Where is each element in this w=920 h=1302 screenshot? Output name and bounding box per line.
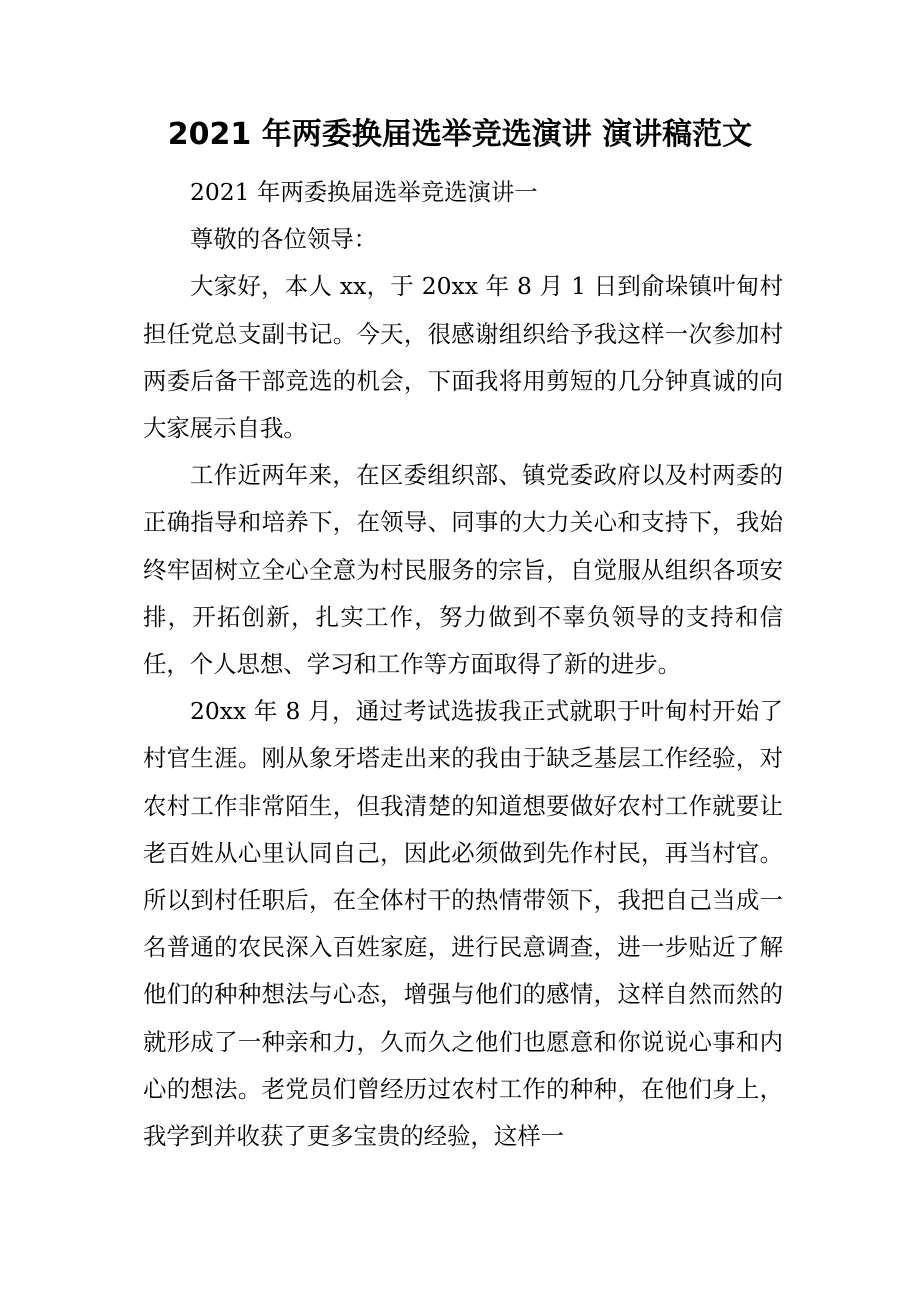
paragraph-subtitle: 2021 年两委换届选举竞选演讲一 — [190, 178, 538, 206]
paragraph-village-experience: 20xx 年 8 月，通过考试选拔我正式就职于叶甸村开始了村官生涯。刚从象牙塔走出来的我由于缺乏基层工作经验，对农村工作非常陌生，但我清楚的知道想要做好农村工作就要让老百姓从心里认同自己，因此必须做到先作村民，再当村官。所以到村任职后，在全体村干的热情带领下，我把自己当成一名普通的农民深入百姓家庭，进行民意调查，进一步贴近了解他们的种种想法与心态，增强与他们的感情，这样自然而然的就形成了一种亲和力，久而久之他们也愿意和你说说心事和内心的想法。老党员们曾经历过农村工作的种种，在他们身上，我学到并收获了更多宝贵的经验，这样一 — [143, 697, 783, 1151]
paragraph-introduction: 大家好，本人 xx，于 20xx 年 8 月 1 日到俞垛镇叶甸村担任党总支副书记。今天，很感谢组织给予我这样一次参加村两委后备干部竞选的机会，下面我将用剪短的几分钟真诚的向大家展示自我。 — [143, 272, 783, 443]
document-title: 2021 年两委换届选举竞选演讲 演讲稿范文 — [167, 117, 753, 152]
paragraph-work-summary: 工作近两年来，在区委组织部、镇党委政府以及村两委的正确指导和培养下，在领导、同事的大力关心和支持下，我始终牢固树立全心全意为村民服务的宗旨，自觉服从组织各项安排，开拓创新，扎实工作，努力做到不辜负领导的支持和信任，个人思想、学习和工作等方面取得了新的进步。 — [143, 461, 783, 679]
document-body — [143, 169, 783, 1160]
paragraph-salutation: 尊敬的各位领导： — [190, 225, 378, 254]
